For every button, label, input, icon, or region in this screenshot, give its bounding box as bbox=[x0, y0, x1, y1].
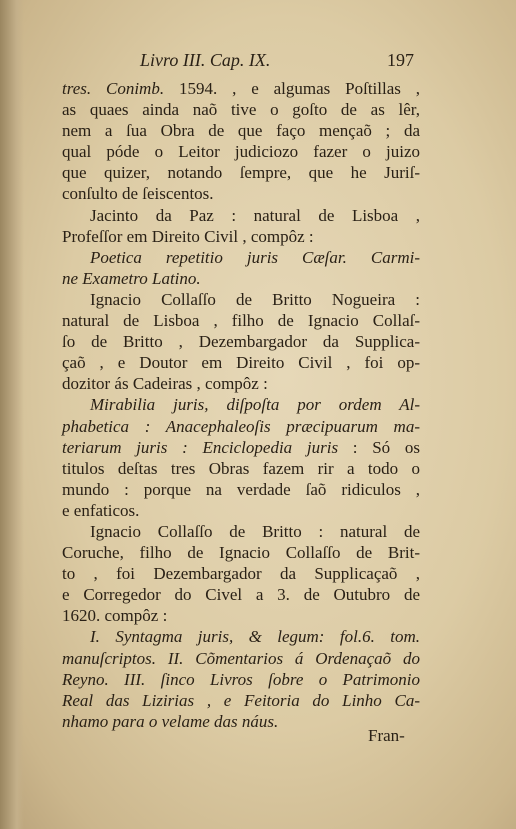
text-line bbox=[62, 648, 420, 669]
text-line bbox=[62, 711, 420, 732]
text-line bbox=[62, 605, 420, 626]
text-span: çaõ , e Doutor em Direito Civil , foi op- bbox=[62, 353, 420, 373]
text-span: Reyno. III. ſinco Livros ſobre o Patrimonio bbox=[62, 669, 420, 689]
text-span: e Corregedor do Civel a 3. de Outubro de bbox=[62, 585, 420, 605]
text-span: I. Syntagma juris, & legum: fol.6. tom. bbox=[90, 627, 420, 647]
text-span: natural de Lisboa , filho de Ignacio Collaſ- bbox=[62, 311, 420, 331]
text-span: teriarum juris : Enciclopedia juris bbox=[62, 437, 339, 457]
text-line bbox=[62, 120, 420, 141]
text-line bbox=[62, 458, 420, 479]
text-line bbox=[62, 331, 420, 352]
text-span: Ignacio Collaſſo de Britto : natural de bbox=[90, 521, 420, 541]
text-line bbox=[62, 310, 420, 331]
text-span: ſo de Britto , Dezembargador da Supplica- bbox=[62, 332, 420, 352]
page-number: 197 bbox=[387, 50, 414, 70]
text-line bbox=[62, 521, 420, 542]
text-line bbox=[62, 373, 420, 394]
text-span: nem a ſua Obra de que faço mençaõ ; da bbox=[62, 121, 420, 141]
text-span: 1620. compôz : bbox=[62, 606, 168, 626]
text-line bbox=[62, 141, 420, 162]
text-line bbox=[62, 542, 420, 563]
text-line bbox=[62, 162, 420, 183]
text-line bbox=[62, 289, 420, 310]
text-line bbox=[62, 352, 420, 373]
text-span: Mirabilia juris, diſpoſta por ordem Al- bbox=[90, 395, 420, 415]
text-line bbox=[62, 626, 420, 647]
text-span: dozitor ás Cadeiras , compôz : bbox=[62, 374, 268, 394]
text-span: Real das Lizirias , e Feitoria do Linho Ca- bbox=[62, 690, 420, 710]
text-line bbox=[62, 479, 420, 500]
running-header bbox=[62, 50, 420, 78]
text-line bbox=[62, 437, 420, 458]
text-span: : Só os bbox=[338, 437, 420, 457]
text-line bbox=[62, 226, 420, 247]
catchword: Fran- bbox=[368, 726, 405, 745]
text-span: to , foi Dezembargador da Supplicaçaõ , bbox=[62, 564, 420, 584]
text-line bbox=[62, 669, 420, 690]
text-line bbox=[62, 99, 420, 120]
text-line bbox=[62, 584, 420, 605]
text-span: ne Exametro Latino. bbox=[62, 268, 201, 288]
text-line bbox=[62, 690, 420, 711]
text-line bbox=[62, 247, 420, 268]
text-line bbox=[62, 563, 420, 584]
running-title: Livro III. Cap. IX. bbox=[140, 50, 271, 70]
text-span: tres. Conimb. bbox=[62, 79, 165, 98]
text-span: qual póde o Leitor judiciozo fazer o juizo bbox=[62, 142, 420, 162]
text-block bbox=[62, 50, 420, 732]
text-span: e enfaticos. bbox=[62, 500, 140, 520]
text-span: Coruche, filho de Ignacio Collaſſo de Brit- bbox=[62, 543, 420, 563]
text-line bbox=[62, 183, 420, 204]
text-line bbox=[62, 416, 420, 437]
text-span: as quaes ainda naõ tive o goſto de as lêr, bbox=[62, 100, 420, 120]
text-span: Poetica repetitio juris Cæſar. Carmi- bbox=[90, 247, 420, 267]
text-line bbox=[62, 205, 420, 226]
text-span: phabetica : Anacephaleoſis præcipuarum ma- bbox=[62, 416, 420, 436]
text-line bbox=[62, 78, 420, 99]
text-span: conſulto de ſeiscentos. bbox=[62, 184, 214, 204]
text-span: Jacinto da Paz : natural de Lisboa , bbox=[90, 205, 420, 225]
text-span: manuſcriptos. II. Cõmentarios á Ordenaçaõ do bbox=[62, 648, 420, 668]
text-span: mundo : porque na verdade ſaõ ridiculos , bbox=[62, 479, 420, 499]
text-span: Profeſſor em Direito Civil , compôz : bbox=[62, 226, 314, 246]
text-line bbox=[62, 268, 420, 289]
text-span: nhamo para o velame das náus. bbox=[62, 711, 279, 731]
text-span: Ignacio Collaſſo de Britto Nogueira : bbox=[90, 289, 420, 309]
text-span: titulos deſtas tres Obras fazem rir a todo o bbox=[62, 458, 420, 478]
body-text bbox=[62, 78, 420, 732]
page-gutter-shadow bbox=[0, 0, 24, 829]
text-span: 1594. , e algumas Poſtillas , bbox=[164, 79, 420, 98]
text-line bbox=[62, 394, 420, 415]
text-span: que quizer, notando ſempre, que he Juriſ- bbox=[62, 163, 420, 183]
text-line bbox=[62, 500, 420, 521]
